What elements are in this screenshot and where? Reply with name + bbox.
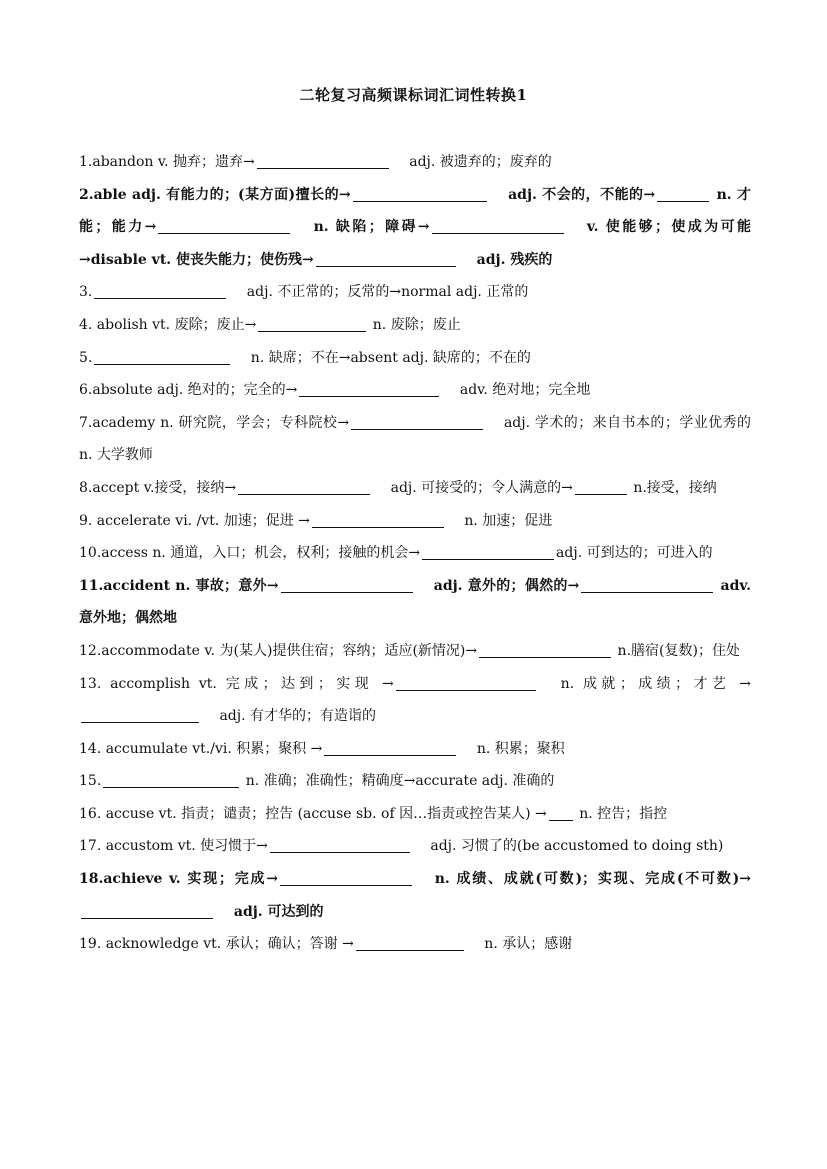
entry-text: n. 废除；废止 — [368, 316, 461, 333]
entry-text: 7.academy n. 研究院，学会；专科院校→ — [79, 414, 350, 431]
entry-17 — [79, 830, 751, 863]
entry-text: 19. acknowledge vt. 承认；确认；答谢 → — [79, 936, 354, 953]
entry-text: 13. accomplish vt. 完成；达到；实现 → — [79, 675, 394, 692]
entry-text: n. 成绩、成就(可数)；实现、完成(不可数)→ — [428, 871, 752, 888]
entry-text: adj. 可到达的；可进入的 — [556, 545, 713, 562]
answer-blank[interactable] — [316, 250, 456, 267]
entry-7 — [79, 407, 751, 472]
answer-blank[interactable] — [575, 478, 627, 495]
entry-text: n. 才能；能力→ — [79, 186, 751, 236]
page-title: 二轮复习高频课标词汇词性转换1 — [299, 86, 528, 104]
entry-text: adj. 可接受的；令人满意的→ — [386, 479, 573, 496]
answer-blank[interactable] — [94, 348, 230, 365]
answer-blank[interactable] — [238, 478, 370, 495]
entry-6 — [79, 374, 751, 407]
entry-3 — [79, 276, 751, 309]
answer-blank[interactable] — [280, 869, 412, 886]
answer-blank[interactable] — [356, 934, 464, 951]
entry-text: adj. 残疾的 — [471, 251, 553, 268]
entry-text: n. 控告；指控 — [579, 805, 668, 822]
entry-text: n. 准确；准确性；精确度→accurate adj. 准确的 — [241, 773, 555, 790]
answer-blank[interactable] — [353, 185, 487, 202]
entry-text: adj. 不正常的；反常的→normal adj. 正常的 — [242, 284, 529, 301]
answer-blank[interactable] — [432, 217, 564, 234]
entry-14 — [79, 733, 751, 766]
entry-text: 1.abandon v. 抛弃；遗弃→ — [79, 154, 255, 170]
entry-text: 14. accumulate vt./vi. 积累；聚积 → — [79, 740, 323, 757]
entry-11 — [79, 570, 751, 635]
entry-text: n.膳宿(复数)；住处 — [613, 642, 740, 659]
entry-text: adj. 学术的；来自书本的；学业优秀的 n. 大学教师 — [79, 414, 752, 464]
entry-19 — [79, 928, 751, 961]
answer-blank[interactable] — [422, 543, 554, 560]
entry-text: 8.accept v.接受，接纳→ — [79, 479, 237, 496]
entry-9 — [79, 505, 751, 538]
entry-text: 12.accommodate v. 为(某人)提供住宿；容纳；适应(新情况)→ — [79, 642, 478, 659]
entry-text: n. 承认；感谢 — [479, 936, 573, 953]
entry-text: 9. accelerate vi. /vt. 加速；促进 → — [79, 512, 310, 529]
answer-blank[interactable] — [94, 282, 226, 299]
entry-5 — [79, 342, 751, 375]
answer-blank[interactable] — [581, 576, 713, 593]
entry-text: n. 缺席；不在→absent adj. 缺席的；不在的 — [246, 349, 531, 366]
answer-blank[interactable] — [270, 836, 410, 853]
entry-16 — [79, 798, 751, 831]
entry-8 — [79, 472, 751, 505]
entry-2 — [79, 179, 751, 277]
entry-13 — [79, 668, 751, 733]
answer-blank[interactable] — [299, 380, 439, 397]
entry-text: n. 加速；促进 — [459, 512, 553, 529]
entry-text: 5. — [79, 349, 93, 366]
answer-blank[interactable] — [281, 576, 413, 593]
answer-blank[interactable] — [103, 771, 239, 788]
entry-text: adj. 习惯了的(be accustomed to doing sth) — [425, 838, 724, 855]
entry-1 — [79, 146, 751, 179]
entry-text: 17. accustom vt. 使习惯于→ — [79, 838, 268, 855]
answer-blank[interactable] — [81, 706, 199, 723]
entry-12 — [79, 635, 751, 668]
answer-blank[interactable] — [657, 185, 709, 202]
answer-blank[interactable] — [257, 152, 389, 169]
answer-blank[interactable] — [158, 217, 290, 234]
entry-text: 11.accident n. 事故；意外→ — [79, 577, 279, 594]
answer-blank[interactable] — [258, 315, 366, 332]
entry-text: v. 使能够；使成为可能→disable vt. 使丧失能力；使伤残→ — [79, 219, 751, 268]
entry-text: adj. 有才华的；有造诣的 — [215, 708, 376, 725]
entry-text: n. 成就；成绩；才艺 → — [551, 675, 751, 692]
answer-blank[interactable] — [396, 674, 536, 691]
answer-blank[interactable] — [81, 902, 213, 919]
entry-10 — [79, 537, 751, 570]
entry-text: 15. — [79, 773, 102, 790]
entry-18 — [79, 863, 751, 928]
entry-text: 10.access n. 通道，入口；机会，权利；接触的机会→ — [79, 545, 421, 562]
answer-blank[interactable] — [549, 804, 573, 821]
entry-text: 3. — [79, 284, 93, 301]
entry-4 — [79, 309, 751, 342]
answer-blank[interactable] — [351, 413, 483, 430]
entry-text: adj. 被遗弃的；废弃的 — [404, 154, 552, 170]
entry-text: adv. 绝对地；完全地 — [455, 382, 591, 399]
entry-text: n.接受，接纳 — [633, 479, 717, 496]
entry-text: n. 缺陷；障碍→ — [306, 219, 430, 236]
answer-blank[interactable] — [312, 511, 444, 528]
entry-text: adj. 可达到的 — [229, 903, 324, 920]
entry-text: 18.achieve v. 实现；完成→ — [79, 871, 279, 888]
entry-text: 4. abolish vt. 废除；废止→ — [79, 316, 257, 333]
entry-text: adj. 不会的，不能的→ — [502, 186, 656, 203]
entry-text: n. 积累；聚积 — [472, 740, 565, 757]
entry-text: 16. accuse vt. 指责；谴责；控告 (accuse sb. of 因…指责或控告某人) → — [79, 805, 547, 822]
entry-15 — [79, 765, 751, 798]
entry-text: adj. 意外的；偶然的→ — [428, 577, 580, 594]
entry-text: 2.able adj. 有能力的；(某方面)擅长的→ — [79, 186, 351, 203]
entry-text: adv. 意外地；偶然地 — [79, 577, 752, 627]
answer-blank[interactable] — [479, 641, 611, 658]
vocabulary-list — [79, 146, 751, 961]
entry-text: 6.absolute adj. 绝对的；完全的→ — [79, 382, 298, 399]
answer-blank[interactable] — [324, 739, 456, 756]
